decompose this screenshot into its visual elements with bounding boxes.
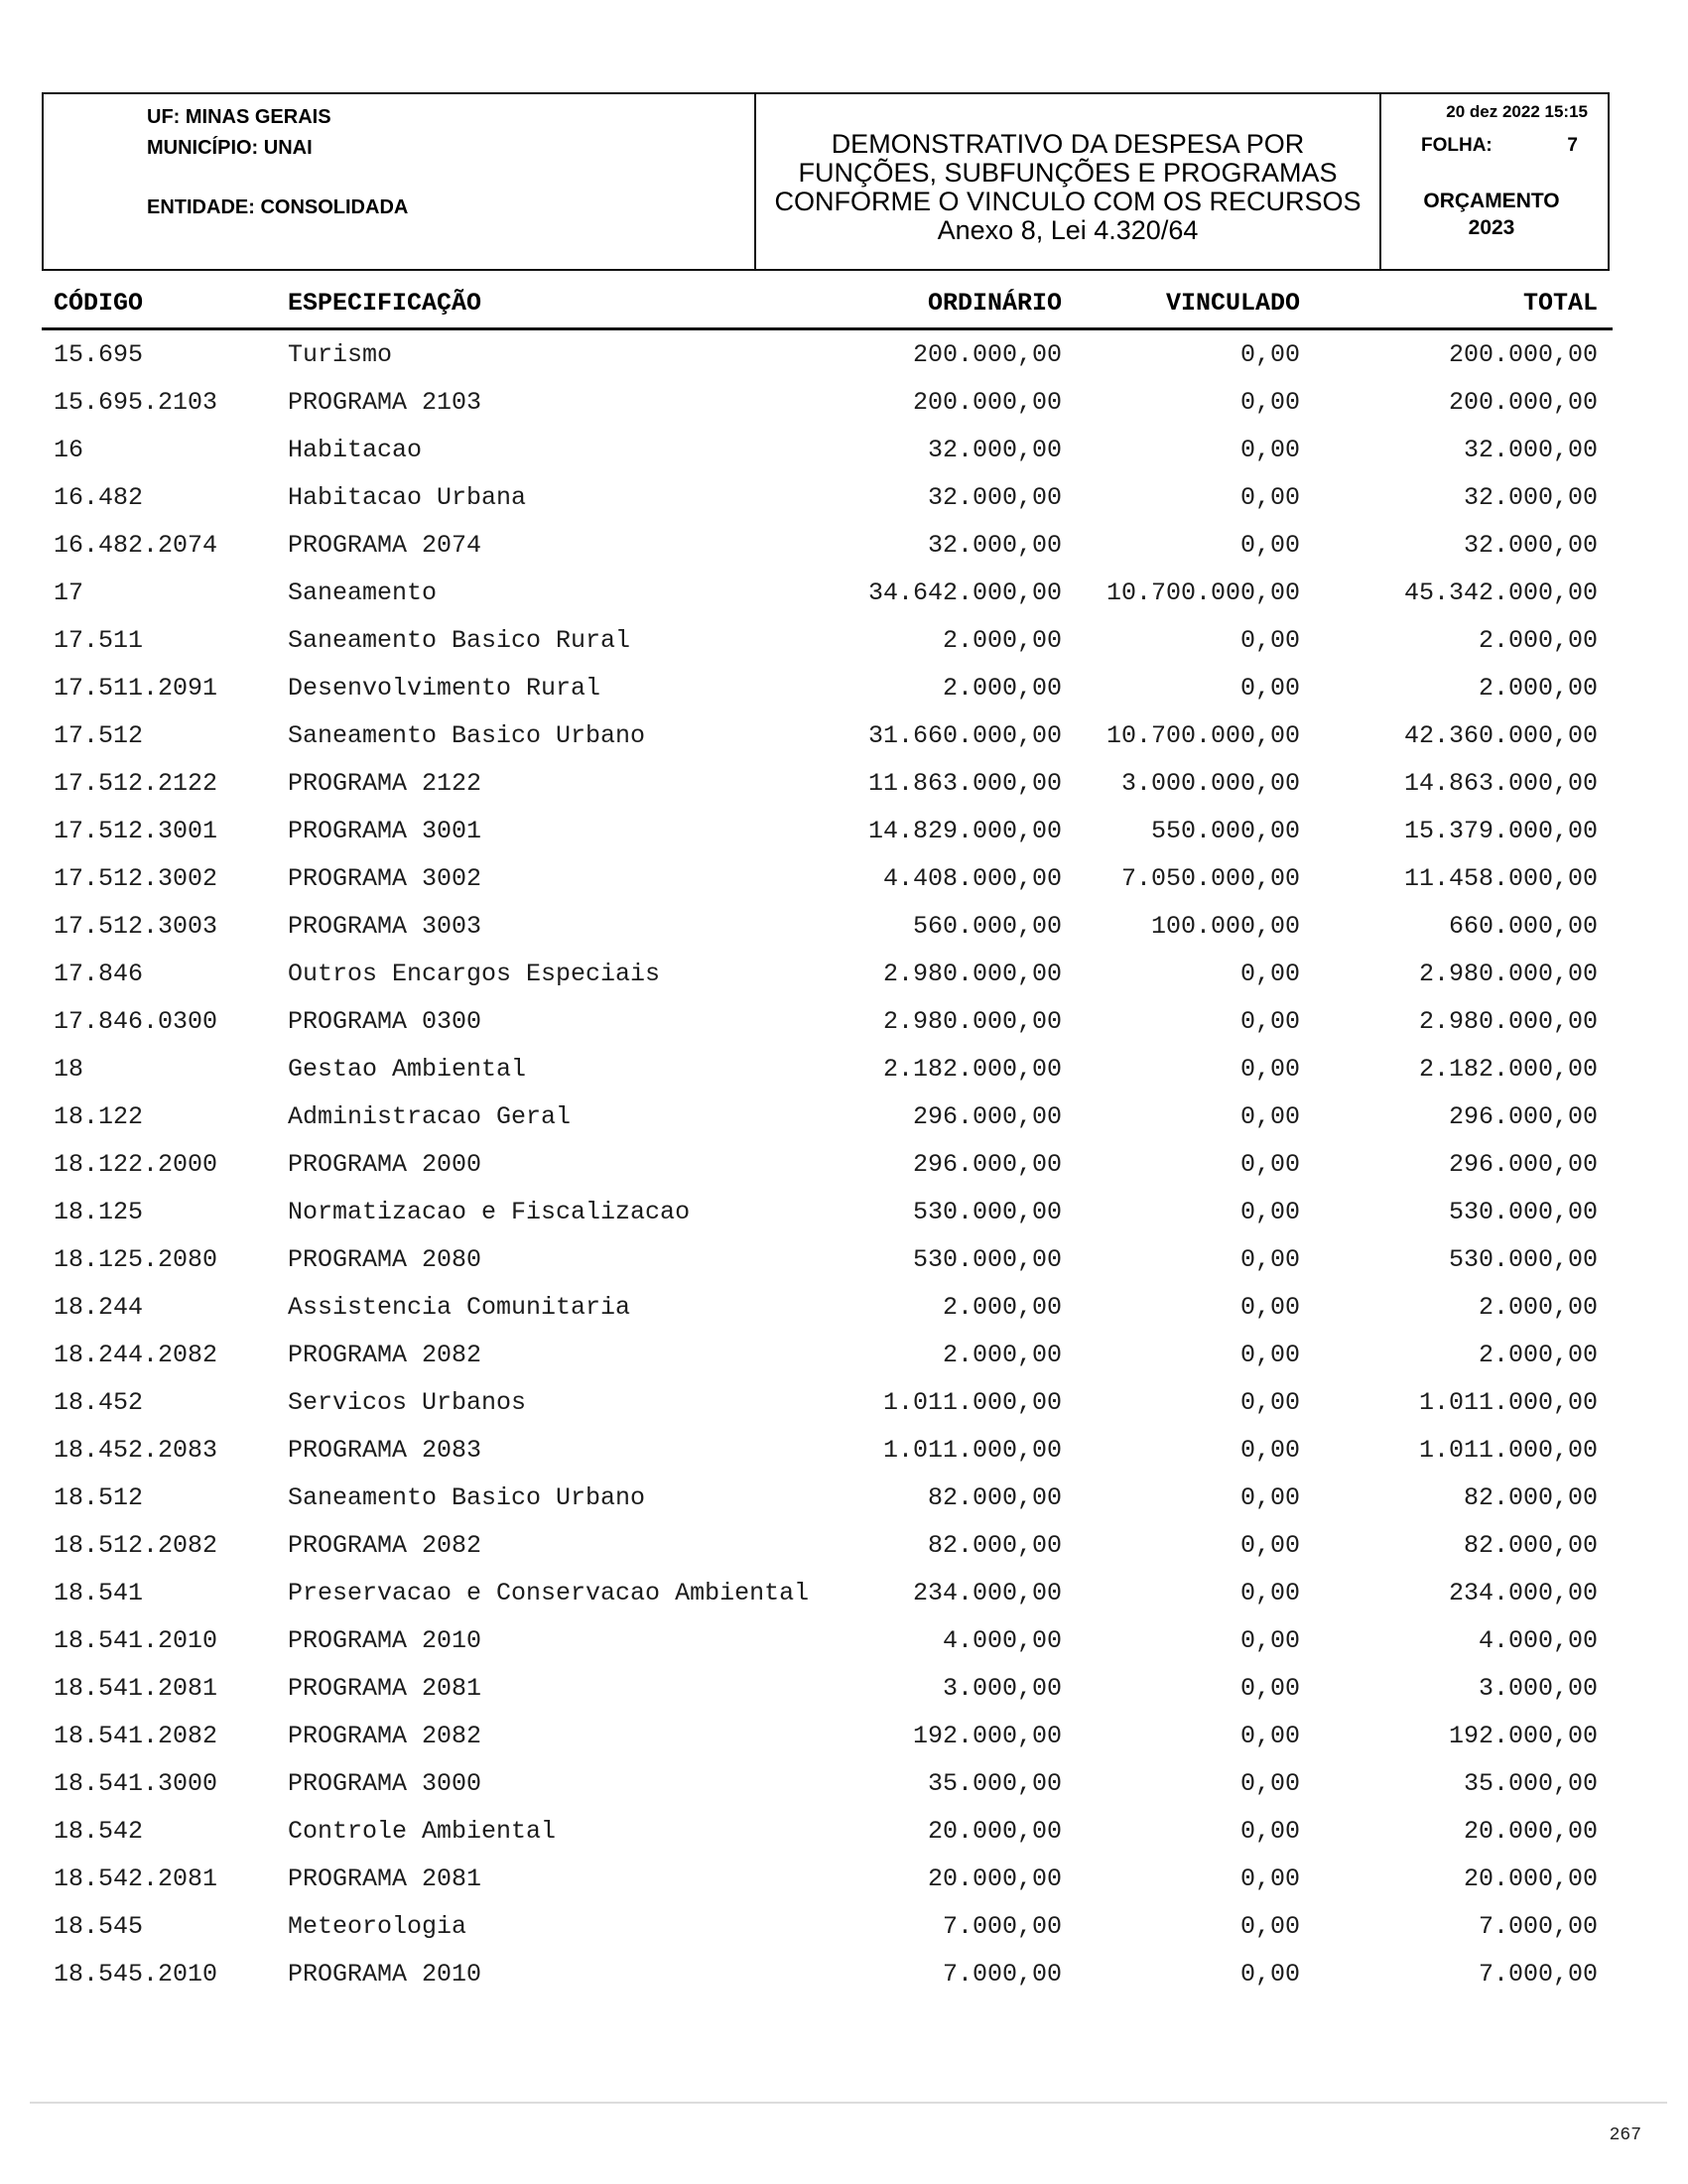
column-header-vinculado: VINCULADO <box>1165 288 1300 318</box>
table-row <box>42 569 1613 616</box>
row-ordinario: 20.000,00 <box>927 1816 1062 1846</box>
row-codigo: 18.541.2081 <box>54 1673 218 1703</box>
row-ordinario: 560.000,00 <box>912 911 1062 941</box>
row-codigo: 18.541 <box>54 1578 144 1607</box>
row-total: 15.379.000,00 <box>1403 816 1598 845</box>
row-especificacao: Habitacao Urbana <box>288 482 527 512</box>
table-row <box>42 1569 1613 1616</box>
row-total: 11.458.000,00 <box>1403 863 1598 893</box>
row-vinculado: 0,00 <box>1239 1387 1300 1417</box>
row-especificacao: PROGRAMA 0300 <box>288 1006 482 1036</box>
row-total: 82.000,00 <box>1463 1530 1598 1560</box>
folha-value: 7 <box>1567 135 1578 156</box>
row-total: 4.000,00 <box>1478 1625 1598 1655</box>
row-vinculado: 0,00 <box>1239 673 1300 703</box>
row-total: 7.000,00 <box>1478 1911 1598 1941</box>
table-row <box>42 1664 1613 1712</box>
row-total: 2.182.000,00 <box>1418 1054 1598 1084</box>
row-ordinario: 1.011.000,00 <box>882 1387 1062 1417</box>
row-ordinario: 530.000,00 <box>912 1244 1062 1274</box>
orcamento-year: 2023 <box>1468 216 1515 239</box>
row-vinculado: 0,00 <box>1239 1911 1300 1941</box>
row-especificacao: Administracao Geral <box>288 1101 572 1131</box>
row-vinculado: 0,00 <box>1239 1673 1300 1703</box>
row-vinculado: 0,00 <box>1239 1197 1300 1226</box>
row-codigo: 17.512.3001 <box>54 816 218 845</box>
row-especificacao: PROGRAMA 2103 <box>288 387 482 417</box>
table-row <box>42 1045 1613 1092</box>
table-row <box>42 473 1613 521</box>
row-vinculado: 0,00 <box>1239 1959 1300 1989</box>
row-ordinario: 4.000,00 <box>942 1625 1062 1655</box>
table-row <box>42 521 1613 569</box>
row-codigo: 18.541.3000 <box>54 1768 218 1798</box>
print-datetime: 20 dez 2022 15:15 <box>1446 102 1588 121</box>
row-total: 296.000,00 <box>1448 1101 1598 1131</box>
row-vinculado: 0,00 <box>1239 959 1300 988</box>
row-ordinario: 2.000,00 <box>942 1340 1062 1369</box>
row-codigo: 18.125 <box>54 1197 144 1226</box>
row-codigo: 17.511.2091 <box>54 673 218 703</box>
row-vinculado: 0,00 <box>1239 1721 1300 1750</box>
row-total: 200.000,00 <box>1448 387 1598 417</box>
row-vinculado: 0,00 <box>1239 1244 1300 1274</box>
row-especificacao: PROGRAMA 2083 <box>288 1435 482 1465</box>
row-codigo: 18.541.2010 <box>54 1625 218 1655</box>
row-especificacao: Normatizacao e Fiscalizacao <box>288 1197 691 1226</box>
row-codigo: 15.695.2103 <box>54 387 218 417</box>
row-codigo: 18.122 <box>54 1101 144 1131</box>
row-total: 32.000,00 <box>1463 435 1598 464</box>
row-codigo: 18.545 <box>54 1911 144 1941</box>
row-codigo: 18.244 <box>54 1292 144 1322</box>
row-ordinario: 31.660.000,00 <box>867 720 1062 750</box>
row-especificacao: PROGRAMA 2010 <box>288 1625 482 1655</box>
table-row <box>42 759 1613 807</box>
row-total: 32.000,00 <box>1463 482 1598 512</box>
row-ordinario: 82.000,00 <box>927 1482 1062 1512</box>
row-total: 2.000,00 <box>1478 673 1598 703</box>
row-vinculado: 0,00 <box>1239 1054 1300 1084</box>
row-total: 42.360.000,00 <box>1403 720 1598 750</box>
header-entity-info <box>44 94 756 269</box>
row-vinculado: 0,00 <box>1239 1863 1300 1893</box>
table-row <box>42 616 1613 664</box>
row-codigo: 18.122.2000 <box>54 1149 218 1179</box>
row-vinculado: 0,00 <box>1239 1101 1300 1131</box>
row-vinculado: 100.000,00 <box>1150 911 1300 941</box>
table-row <box>42 330 1613 378</box>
row-codigo: 15.695 <box>54 339 144 369</box>
row-ordinario: 2.182.000,00 <box>882 1054 1062 1084</box>
row-codigo: 18.512 <box>54 1482 144 1512</box>
row-vinculado: 0,00 <box>1239 530 1300 560</box>
row-especificacao: Controle Ambiental <box>288 1816 557 1846</box>
table-row <box>42 1426 1613 1474</box>
row-total: 234.000,00 <box>1448 1578 1598 1607</box>
row-ordinario: 200.000,00 <box>912 387 1062 417</box>
row-codigo: 16.482.2074 <box>54 530 218 560</box>
page-number: 267 <box>1609 2125 1641 2145</box>
row-codigo: 17.511 <box>54 625 144 655</box>
row-vinculado: 0,00 <box>1239 1149 1300 1179</box>
row-total: 530.000,00 <box>1448 1197 1598 1226</box>
row-ordinario: 192.000,00 <box>912 1721 1062 1750</box>
row-codigo: 17.846 <box>54 959 144 988</box>
row-ordinario: 14.829.000,00 <box>867 816 1062 845</box>
row-vinculado: 550.000,00 <box>1150 816 1300 845</box>
row-total: 32.000,00 <box>1463 530 1598 560</box>
table-row <box>42 1283 1613 1331</box>
row-especificacao: PROGRAMA 2081 <box>288 1673 482 1703</box>
row-especificacao: Servicos Urbanos <box>288 1387 527 1417</box>
row-ordinario: 3.000,00 <box>942 1673 1062 1703</box>
orcamento-block <box>1395 188 1588 241</box>
report-header <box>42 92 1610 271</box>
column-header-codigo: CÓDIGO <box>54 288 144 318</box>
row-vinculado: 0,00 <box>1239 339 1300 369</box>
row-ordinario: 200.000,00 <box>912 339 1062 369</box>
entidade-label: ENTIDADE: CONSOLIDADA <box>147 196 409 218</box>
row-vinculado: 0,00 <box>1239 1340 1300 1369</box>
row-codigo: 18.125.2080 <box>54 1244 218 1274</box>
row-especificacao: PROGRAMA 2082 <box>288 1530 482 1560</box>
row-vinculado: 0,00 <box>1239 1435 1300 1465</box>
row-especificacao: PROGRAMA 2080 <box>288 1244 482 1274</box>
row-especificacao: Saneamento <box>288 578 438 607</box>
folha-row <box>1395 135 1588 157</box>
row-especificacao: PROGRAMA 2010 <box>288 1959 482 1989</box>
row-total: 7.000,00 <box>1478 1959 1598 1989</box>
folha-label: FOLHA: <box>1421 135 1493 156</box>
row-vinculado: 0,00 <box>1239 1482 1300 1512</box>
table-row <box>42 902 1613 950</box>
row-total: 20.000,00 <box>1463 1816 1598 1846</box>
table-row <box>42 807 1613 854</box>
row-vinculado: 0,00 <box>1239 1530 1300 1560</box>
row-codigo: 18.452 <box>54 1387 144 1417</box>
report-title <box>756 94 1381 269</box>
table-row <box>42 664 1613 711</box>
table-row <box>42 950 1613 997</box>
table-row <box>42 1378 1613 1426</box>
table-row <box>42 1855 1613 1902</box>
row-codigo: 18.452.2083 <box>54 1435 218 1465</box>
table-row <box>42 1140 1613 1188</box>
row-total: 2.980.000,00 <box>1418 1006 1598 1036</box>
row-total: 2.000,00 <box>1478 1340 1598 1369</box>
row-codigo: 17.512.3003 <box>54 911 218 941</box>
row-vinculado: 0,00 <box>1239 1816 1300 1846</box>
table-row <box>42 1474 1613 1521</box>
row-total: 2.000,00 <box>1478 1292 1598 1322</box>
row-especificacao: PROGRAMA 2000 <box>288 1149 482 1179</box>
table-row <box>42 1521 1613 1569</box>
row-ordinario: 2.980.000,00 <box>882 1006 1062 1036</box>
row-ordinario: 82.000,00 <box>927 1530 1062 1560</box>
row-especificacao: PROGRAMA 3001 <box>288 816 482 845</box>
row-ordinario: 2.000,00 <box>942 1292 1062 1322</box>
row-especificacao: PROGRAMA 3002 <box>288 863 482 893</box>
row-codigo: 18.542 <box>54 1816 144 1846</box>
row-total: 200.000,00 <box>1448 339 1598 369</box>
orcamento-label: ORÇAMENTO <box>1423 190 1560 212</box>
row-total: 14.863.000,00 <box>1403 768 1598 798</box>
title-line-1: DEMONSTRATIVO DA DESPESA POR <box>831 129 1305 159</box>
row-total: 2.000,00 <box>1478 625 1598 655</box>
row-codigo: 18.541.2082 <box>54 1721 218 1750</box>
row-total: 20.000,00 <box>1463 1863 1598 1893</box>
uf-label: UF: MINAS GERAIS <box>147 106 331 128</box>
row-ordinario: 1.011.000,00 <box>882 1435 1062 1465</box>
row-codigo: 18.512.2082 <box>54 1530 218 1560</box>
table-row <box>42 1331 1613 1378</box>
table-header <box>42 289 1613 317</box>
row-vinculado: 0,00 <box>1239 482 1300 512</box>
row-vinculado: 0,00 <box>1239 1578 1300 1607</box>
row-especificacao: Saneamento Basico Urbano <box>288 1482 646 1512</box>
footer-divider <box>30 2102 1667 2104</box>
row-especificacao: Desenvolvimento Rural <box>288 673 601 703</box>
row-codigo: 17.512.2122 <box>54 768 218 798</box>
row-vinculado: 10.700.000,00 <box>1105 578 1300 607</box>
row-especificacao: Preservacao e Conservacao Ambiental <box>288 1578 810 1607</box>
row-especificacao: PROGRAMA 2122 <box>288 768 482 798</box>
row-ordinario: 234.000,00 <box>912 1578 1062 1607</box>
table-row <box>42 378 1613 426</box>
row-total: 530.000,00 <box>1448 1244 1598 1274</box>
row-codigo: 18.545.2010 <box>54 1959 218 1989</box>
row-vinculado: 0,00 <box>1239 435 1300 464</box>
row-ordinario: 32.000,00 <box>927 482 1062 512</box>
title-line-3: CONFORME O VINCULO COM OS RECURSOS <box>774 187 1362 216</box>
row-ordinario: 2.980.000,00 <box>882 959 1062 988</box>
table-row <box>42 1950 1613 1997</box>
row-especificacao: Gestao Ambiental <box>288 1054 527 1084</box>
row-vinculado: 0,00 <box>1239 1006 1300 1036</box>
row-codigo: 17.512.3002 <box>54 863 218 893</box>
row-vinculado: 0,00 <box>1239 625 1300 655</box>
row-total: 2.980.000,00 <box>1418 959 1598 988</box>
row-total: 660.000,00 <box>1448 911 1598 941</box>
column-header-especificacao: ESPECIFICAÇÃO <box>288 288 482 318</box>
row-total: 192.000,00 <box>1448 1721 1598 1750</box>
row-ordinario: 4.408.000,00 <box>882 863 1062 893</box>
column-header-ordinario: ORDINÁRIO <box>927 288 1062 318</box>
row-total: 1.011.000,00 <box>1418 1435 1598 1465</box>
table-row <box>42 1902 1613 1950</box>
row-codigo: 16 <box>54 435 84 464</box>
title-line-2: FUNÇÕES, SUBFUNÇÕES E PROGRAMAS <box>798 158 1338 188</box>
row-especificacao: PROGRAMA 3003 <box>288 911 482 941</box>
row-especificacao: Turismo <box>288 339 393 369</box>
row-ordinario: 34.642.000,00 <box>867 578 1062 607</box>
table-row <box>42 426 1613 473</box>
title-line-4: Anexo 8, Lei 4.320/64 <box>937 215 1199 245</box>
table-row <box>42 1759 1613 1807</box>
row-especificacao: PROGRAMA 2081 <box>288 1863 482 1893</box>
row-especificacao: Assistencia Comunitaria <box>288 1292 631 1322</box>
table-row <box>42 1616 1613 1664</box>
table-row <box>42 997 1613 1045</box>
row-especificacao: Saneamento Basico Urbano <box>288 720 646 750</box>
table-row <box>42 1807 1613 1855</box>
row-codigo: 18.542.2081 <box>54 1863 218 1893</box>
table-row <box>42 1092 1613 1140</box>
table-row <box>42 854 1613 902</box>
row-total: 82.000,00 <box>1463 1482 1598 1512</box>
table-row <box>42 1188 1613 1235</box>
row-ordinario: 20.000,00 <box>927 1863 1062 1893</box>
row-ordinario: 296.000,00 <box>912 1101 1062 1131</box>
table-row <box>42 1235 1613 1283</box>
row-vinculado: 7.050.000,00 <box>1120 863 1300 893</box>
row-total: 296.000,00 <box>1448 1149 1598 1179</box>
row-total: 35.000,00 <box>1463 1768 1598 1798</box>
row-ordinario: 2.000,00 <box>942 625 1062 655</box>
municipio-label: MUNICÍPIO: UNAI <box>147 137 313 159</box>
row-especificacao: PROGRAMA 2074 <box>288 530 482 560</box>
row-vinculado: 3.000.000,00 <box>1120 768 1300 798</box>
row-especificacao: Saneamento Basico Rural <box>288 625 631 655</box>
row-codigo: 17.846.0300 <box>54 1006 218 1036</box>
row-ordinario: 32.000,00 <box>927 435 1062 464</box>
row-total: 45.342.000,00 <box>1403 578 1598 607</box>
row-total: 3.000,00 <box>1478 1673 1598 1703</box>
row-ordinario: 32.000,00 <box>927 530 1062 560</box>
table-body <box>42 330 1613 1997</box>
row-codigo: 17 <box>54 578 84 607</box>
row-codigo: 18.244.2082 <box>54 1340 218 1369</box>
row-vinculado: 0,00 <box>1239 1768 1300 1798</box>
row-ordinario: 7.000,00 <box>942 1959 1062 1989</box>
table-row <box>42 711 1613 759</box>
header-meta <box>1381 94 1608 269</box>
row-ordinario: 530.000,00 <box>912 1197 1062 1226</box>
row-vinculado: 0,00 <box>1239 1292 1300 1322</box>
row-especificacao: Outros Encargos Especiais <box>288 959 661 988</box>
row-ordinario: 11.863.000,00 <box>867 768 1062 798</box>
row-vinculado: 0,00 <box>1239 1625 1300 1655</box>
row-ordinario: 296.000,00 <box>912 1149 1062 1179</box>
row-especificacao: PROGRAMA 2082 <box>288 1721 482 1750</box>
row-ordinario: 7.000,00 <box>942 1911 1062 1941</box>
row-especificacao: PROGRAMA 3000 <box>288 1768 482 1798</box>
row-codigo: 16.482 <box>54 482 144 512</box>
row-total: 1.011.000,00 <box>1418 1387 1598 1417</box>
row-codigo: 18 <box>54 1054 84 1084</box>
row-ordinario: 2.000,00 <box>942 673 1062 703</box>
column-header-total: TOTAL <box>1522 288 1598 318</box>
row-vinculado: 10.700.000,00 <box>1105 720 1300 750</box>
row-especificacao: Meteorologia <box>288 1911 467 1941</box>
row-codigo: 17.512 <box>54 720 144 750</box>
row-especificacao: Habitacao <box>288 435 423 464</box>
row-vinculado: 0,00 <box>1239 387 1300 417</box>
row-ordinario: 35.000,00 <box>927 1768 1062 1798</box>
table-row <box>42 1712 1613 1759</box>
row-especificacao: PROGRAMA 2082 <box>288 1340 482 1369</box>
